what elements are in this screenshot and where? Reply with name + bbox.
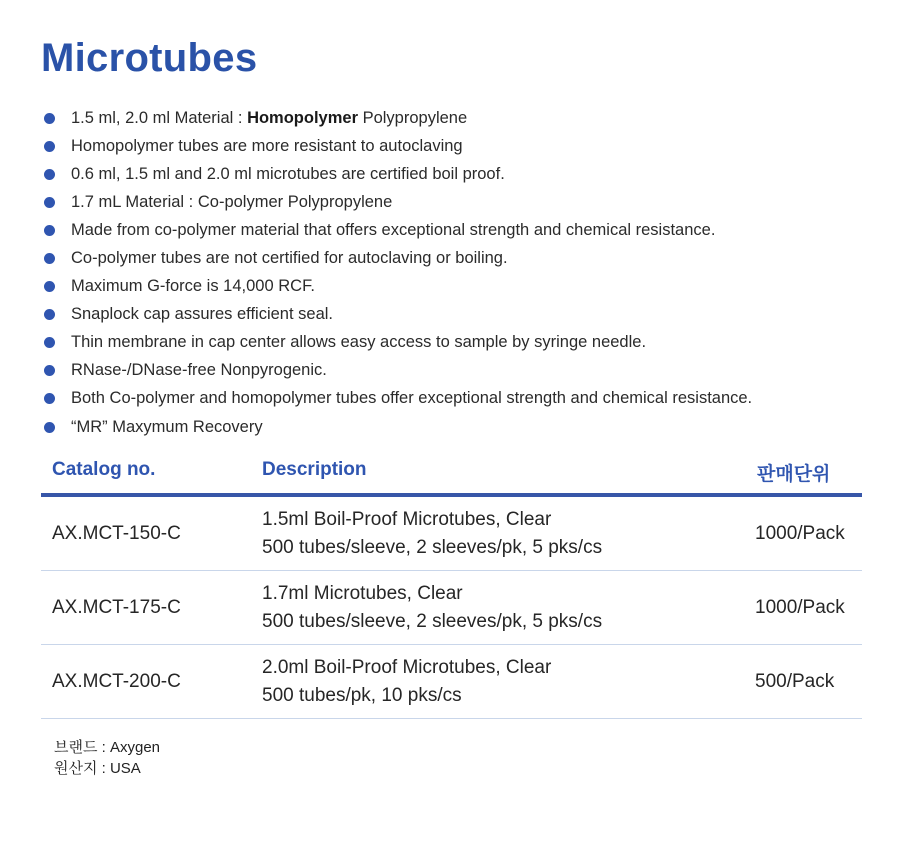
feature-item — [44, 301, 752, 329]
origin-info: 원산지 : USA — [54, 760, 141, 777]
bullet-icon — [44, 365, 55, 376]
description-line: 1.7ml Microtubes, Clear — [262, 582, 463, 604]
description — [262, 580, 602, 636]
feature-text: Thin membrane in cap center allows easy access to sample by syringe needle. — [71, 333, 647, 352]
description-line: 500 tubes/pk, 10 pks/cs — [262, 684, 462, 706]
header-unit: 판매단위 — [757, 464, 831, 485]
table-row — [41, 645, 862, 719]
feature-text: RNase-/DNase-free Nonpyrogenic. — [71, 361, 327, 380]
feature-item — [44, 385, 752, 413]
description — [262, 654, 551, 710]
feature-item — [44, 104, 752, 132]
description-line: 500 tubes/sleeve, 2 sleeves/pk, 5 pks/cs — [262, 610, 603, 632]
feature-text: “MR” Maxymum Recovery — [71, 417, 263, 436]
table-row — [41, 497, 862, 571]
bullet-icon — [44, 422, 55, 433]
bullet-icon — [44, 141, 55, 152]
bullet-icon — [44, 113, 55, 124]
header-catalog: Catalog no. — [52, 459, 156, 480]
table-row — [41, 571, 862, 645]
header-description: Description — [262, 459, 367, 480]
catalog-number: AX.MCT-200-C — [52, 670, 181, 692]
sales-unit: 1000/Pack — [755, 522, 845, 544]
brand-info: 브랜드 : Axygen — [54, 739, 161, 756]
bullet-icon — [44, 253, 55, 264]
feature-item — [44, 273, 752, 301]
product-table — [41, 452, 862, 719]
feature-text: Maximum G-force is 14,000 RCF. — [71, 277, 315, 296]
feature-item — [44, 244, 752, 272]
bullet-icon — [44, 281, 55, 292]
feature-list — [44, 104, 752, 441]
feature-text: Homopolymer tubes are more resistant to autoclaving — [71, 136, 463, 155]
bullet-icon — [44, 393, 55, 404]
catalog-number: AX.MCT-150-C — [52, 522, 181, 544]
description-line: 2.0ml Boil-Proof Microtubes, Clear — [262, 656, 552, 678]
feature-text: 0.6 ml, 1.5 ml and 2.0 ml microtubes are certified boil proof. — [71, 164, 505, 183]
page-title: Microtubes — [41, 36, 258, 80]
description-line: 1.5ml Boil-Proof Microtubes, Clear — [262, 508, 552, 530]
bullet-icon — [44, 309, 55, 320]
description-line: 500 tubes/sleeve, 2 sleeves/pk, 5 pks/cs — [262, 536, 603, 558]
bullet-icon — [44, 169, 55, 180]
sales-unit: 500/Pack — [755, 670, 835, 692]
feature-text: Co-polymer tubes are not certified for autoclaving or boiling. — [71, 249, 508, 268]
feature-text: Snaplock cap assures efficient seal. — [71, 305, 334, 324]
feature-text: 1.7 mL Material : Co-polymer Polypropylene — [71, 192, 393, 211]
feature-item — [44, 160, 752, 188]
feature-item — [44, 132, 752, 160]
sales-unit: 1000/Pack — [755, 596, 845, 618]
bullet-icon — [44, 337, 55, 348]
description — [262, 506, 602, 562]
catalog-number: AX.MCT-175-C — [52, 596, 181, 618]
product-info-footer — [54, 737, 160, 779]
feature-text: Made from co-polymer material that offers exceptional strength and chemical resistance. — [71, 220, 716, 239]
feature-item — [44, 357, 752, 385]
feature-item — [44, 216, 752, 244]
feature-text: 1.5 ml, 2.0 ml Material : Homopolymer Polypropylene — [71, 108, 468, 127]
table-header — [41, 452, 862, 497]
feature-text: Both Co-polymer and homopolymer tubes offer exceptional strength and chemical resistance. — [71, 389, 753, 408]
feature-item — [44, 413, 752, 441]
feature-item — [44, 188, 752, 216]
bullet-icon — [44, 197, 55, 208]
feature-item — [44, 329, 752, 357]
bullet-icon — [44, 225, 55, 236]
